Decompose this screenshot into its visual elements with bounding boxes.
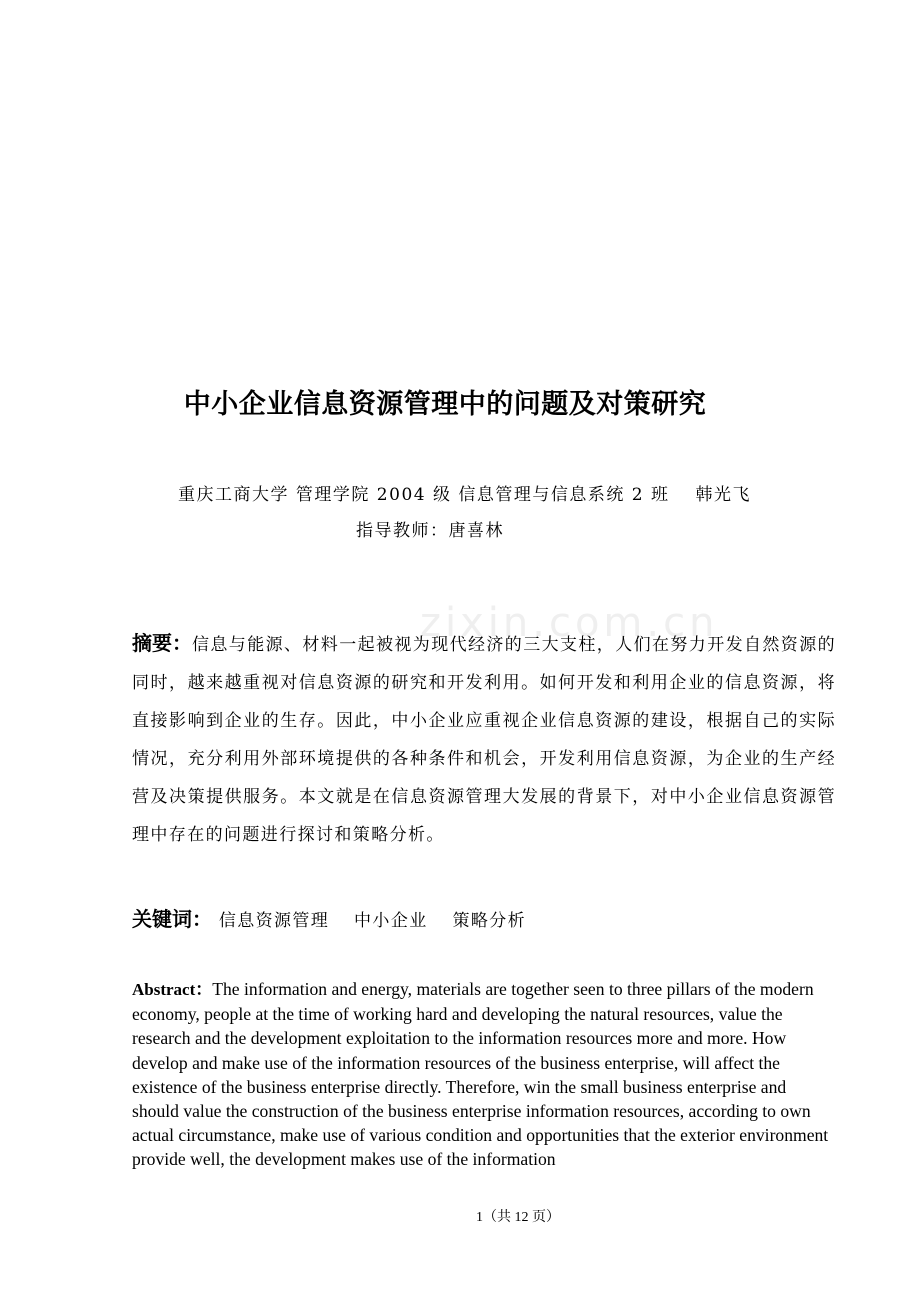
page-title: 中小企业信息资源管理中的问题及对策研究 [183,389,707,420]
abstract-en-text: The information and energy, materials are together seen to three pillars of the modern economy, people at the time of working hard and developing the natural resources, value the research and the development exploitation to the information resources more and more. How develop and make use of the information resources of the business enterprise, will affect the existence of the business enterprise directly. Therefore, win the small business enterprise and should value the construction of the business enterprise information resources, according to own actual circumstance, make use of various condition and opportunities that the exterior environment provide well, the development makes use of the information [132,979,829,1170]
keyword-item: 策略分析 [452,911,527,931]
keyword-item: 中小企业 [354,911,428,931]
keywords-line [132,903,544,932]
advisor-line: 指导教师：唐喜林 [356,521,504,541]
keywords-label: 关键词： [132,907,212,931]
keyword-item: 信息资源管理 [218,911,330,931]
author-name: 韩光飞 [695,485,752,505]
author-line [178,480,751,505]
author-affiliation: 重庆工商大学 管理学院 2004 级 信息管理与信息系统 2 班 [178,485,670,505]
page-number-footer: 1（共 12 页） [476,1210,560,1225]
abstract-cn-label: 摘要： [132,631,192,655]
abstract-en-label: Abstract： [132,980,213,999]
abstract-cn-text: 信息与能源、材料一起被视为现代经济的三大支柱，人们在努力开发自然资源的同时，越来越重视对信息资源的研究和开发利用。如何开发和利用企业的信息资源，将直接影响到企业的生存。因此，中小企业应重视企业信息资源的建设，根据自己的实际情况，充分利用外部环境提供的各种条件和机会，开发利用信息资源，为企业的生产经营及决策提供服务。本文就是在信息资源管理大发展的背景下，对中小企业信息资源管理中存在的问题进行探讨和策略分析。 [132,635,836,845]
abstract-chinese [132,624,836,854]
watermark: zixin.com.cn [420,600,719,646]
abstract-english [132,977,832,1172]
